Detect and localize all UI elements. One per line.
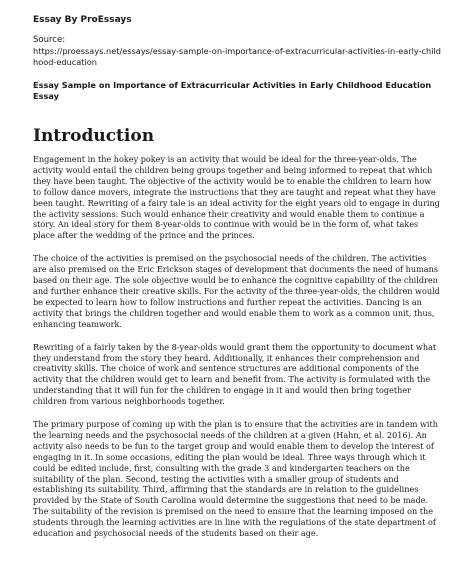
paragraph-2: The choice of the activities is premised on the psychosocial needs of the children. The activities are also premised on the Eric Erickson stages of development that documents the need of humans based on their age. The sole objective would be to enhance the cognitive capability of the children and further enhance their creative skills. For the activity of the three-year-olds, the children would be expected to learn how to follow instructions and further repeat the activities. Dancing is an activity that brings the children together and would enable them to work as a common unit, thus, enhancing teamwork. <box>33 253 440 329</box>
source-label: Source: <box>33 35 66 45</box>
source-url[interactable]: https://proessays.net/essays/essay-sample-on-importance-of-extracurricular-activities-in-early-childhood-education <box>33 46 441 67</box>
paragraph-3: Rewriting of a fairly taken by the 8-year-olds would grant them the opportunity to document what they understand from the story they heard. Additionally, it enhances their comprehension and creativity skills. The choice of work and sentence structures are additional components of the activity that the children would get to learn and benefit from. The activity is formulated with the understanding that it will fun for the children to engage in it and would then bring together children from various neighborhoods together. <box>33 341 437 407</box>
paragraph-4: The primary purpose of coming up with the plan is to ensure that the activities are in tandem with the learning needs and the psychosocial needs of the children at a given (Hahn, et al. 2016). An activity also needs to be fun to the target group and would enable them to develop the interest of engaging in it. In some occasions, editing the plan would be ideal. Three ways through which it could be edited include, first, consulting with the grade 3 and kindergarten teachers on the suitability of the plan. Second, testing the activities with a smaller group of students and establishing its suitability. Third, affirming that the standards are in relation to the guidelines provided by the State of South Carolina would determine the suggestions that need to be made. The suitability of the revision is premised on the need to ensure that the learning imposed on the students through the learning activities are in line with the regulations of the state department of education and psychosocial needs of the students based on their age. <box>33 419 438 539</box>
introduction-section <box>0 126 474 539</box>
brand-line: Essay By ProEssays <box>33 15 132 25</box>
section-heading: Introduction <box>33 126 155 146</box>
document-title: Essay Sample on Importance of Extracurricular Activities in Early Childhood Education Essay <box>33 80 432 101</box>
paragraph-1: Engagement in the hokey pokey is an activity that would be ideal for the three-year-olds. The activity would entail the children being groups together and being informed to repeat that which they have been taught. The objective of the activity would be to enable the children to learn how to follow dance movers, integrate the instructions that they are taught and repeat what they have been taught. Rewriting of a fairy tale is an ideal activity for the eight years old to engage in during the activity sessions. Such would enhance their creativity and would enable them to continue a story. An ideal story for them 8-year-olds to continue with would be in the form of, what takes place after the wedding of the prince and the princes. <box>33 154 440 241</box>
document-header <box>0 0 474 102</box>
